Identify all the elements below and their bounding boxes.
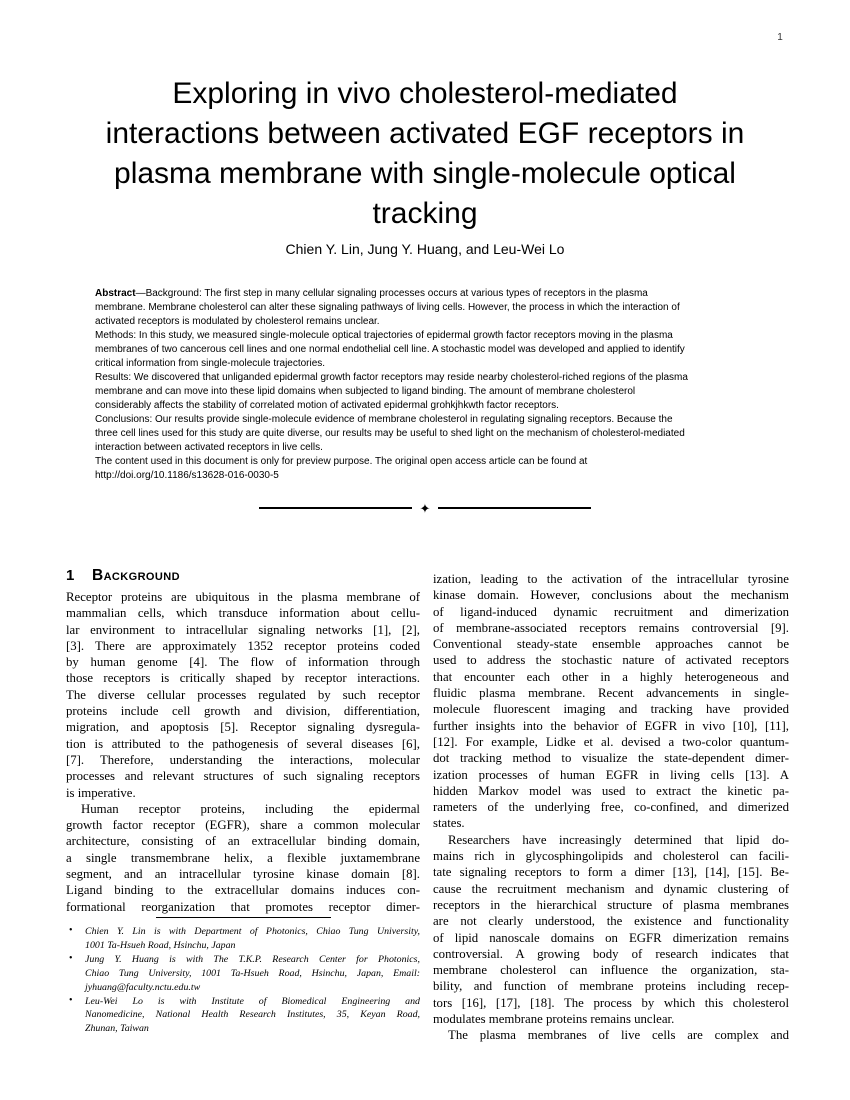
body-line: are not clearly understood, the existence and functionality xyxy=(433,914,789,929)
body-line: tors [16], [17], [18]. The process by which this cholesterol xyxy=(433,995,789,1010)
body-line: by human genome [4]. The flow of information through xyxy=(66,655,420,670)
paragraph xyxy=(433,571,789,832)
body-line: growth factor receptor (EGFR), share a common molecular xyxy=(66,818,420,833)
footnote-line: Chien Y. Lin is with Department of Photonics, Chiao Tung University, xyxy=(85,926,420,937)
body-line: cause the recruitment mechanism and dynamic clustering of xyxy=(433,881,789,896)
footnote-line: Nanomedicine, National Health Research Institutes, 35, Keyan Road, xyxy=(85,1009,420,1021)
body-line: [12]. For example, Lidke et al. devised a two-color quantum- xyxy=(433,734,789,749)
diamond-icon: ✦ xyxy=(419,500,431,516)
body-line: molecule fluorescent imaging and tracking have provided xyxy=(433,702,789,717)
body-line: proteins include cell growth and division, differentiation, xyxy=(66,704,420,719)
body-line: Ligand binding to the extracellular domains induces con- xyxy=(66,883,420,898)
body-line: a single transmembrane helix, a flexible juxtamembrane xyxy=(66,850,420,865)
abstract-block xyxy=(95,287,775,483)
title-line: plasma membrane with single-molecule optical xyxy=(114,157,736,190)
body-line: receptors in the hierarchical structure of plasma membranes xyxy=(433,897,789,912)
right-column xyxy=(433,571,789,1044)
paragraph xyxy=(433,1027,789,1043)
body-line: rameters of the underlying free, co-confined, and dimerized xyxy=(433,800,789,815)
title-line: tracking xyxy=(372,197,478,230)
abstract-line: membranes of two cancerous cell lines and one normal endothelial cell line. A stochastic model was developed and applied to identify xyxy=(95,344,685,355)
body-line: states. xyxy=(433,816,465,831)
body-line: of lipid nanoscale domains on EGFR dimerization remains xyxy=(433,930,789,945)
title-line: interactions between activated EGF receptors in xyxy=(105,117,745,150)
body-line: those receptors is critically shaped by receptor interactions. xyxy=(66,671,420,686)
left-column xyxy=(66,589,420,915)
body-line: tion is attributed to the pathogenesis of several diseases [6], xyxy=(66,736,420,751)
abstract-line: Results: We discovered that unliganded epidermal growth factor receptors may reside nearby cholesterol-riched regions of the plasma xyxy=(95,372,688,383)
paragraph xyxy=(433,832,789,1028)
body-line: Human receptor proteins, including the epidermal xyxy=(81,801,420,816)
body-line: Researchers have increasingly determined that lipid do- xyxy=(448,832,789,847)
divider-line-left xyxy=(259,507,412,508)
paper-title xyxy=(40,74,810,234)
bullet-icon: • xyxy=(69,952,73,964)
abstract-first-line xyxy=(95,287,775,301)
body-line: Conventional steady-state ensemble approaches cannot be xyxy=(433,637,789,652)
body-line: [3]. There are approximately 1352 receptor proteins coded xyxy=(66,638,420,653)
section-number: 1 xyxy=(66,567,75,584)
footnote-line: Jung Y. Huang is with The T.K.P. Research Center for Photonics, xyxy=(85,953,420,965)
abstract-line: http://doi.org/10.1186/s13628-016-0030-5 xyxy=(95,470,279,481)
footnotes-block xyxy=(66,917,420,1036)
body-line: Receptor proteins are ubiquitous in the plasma membrane of xyxy=(66,590,420,604)
paragraph xyxy=(66,589,420,801)
body-line: architecture, consisting of an extracellular binding domain, xyxy=(66,834,420,849)
footnote-list xyxy=(66,925,420,1036)
body-line: hidden Markov model was used to extract the kinetic pa- xyxy=(433,783,789,798)
body-line: formational reorganization that promotes receptor dimer- xyxy=(66,899,420,914)
body-line: tate signaling receptors to form a dimer [13], [14], [15]. Be- xyxy=(433,865,789,880)
abstract-line: interaction between activated receptors in live cells. xyxy=(95,442,323,453)
abstract-line: membrane and can move into these lipid domains when subjected to ligand binding. The amount of membrane cholesterol xyxy=(95,386,636,397)
footnote-item xyxy=(66,953,420,995)
body-line: further insights into the behavior of EGFR in vivo [10], [11], xyxy=(433,718,789,733)
footnote-line: jyhuang@faculty.nctu.edu.tw xyxy=(85,981,201,993)
footnote-rule xyxy=(156,917,331,918)
abstract-label: Abstract xyxy=(95,288,136,299)
title-line: Exploring in vivo cholesterol-mediated xyxy=(172,77,678,110)
abstract-line: three cell lines used for this study are quite diverse, our results may be useful to shed light on the mechanism of cholesterol-mediated xyxy=(95,428,685,439)
abstract-line: membrane. Membrane cholesterol can alter these signaling pathways of living cells. However, the process in which the interaction of xyxy=(95,302,680,313)
footnote-line: Leu-Wei Lo is with Institute of Biomedical Engineering and xyxy=(85,995,420,1007)
abstract-lines xyxy=(95,301,775,483)
authors-line: Chien Y. Lin, Jung Y. Huang, and Leu-Wei Lo xyxy=(285,241,565,257)
body-line: is imperative. xyxy=(66,785,136,800)
body-line: kinase domain. However, conclusions about the mechanism xyxy=(433,588,789,603)
body-line: of ligand-induced dynamic recruitment and dimerization xyxy=(433,604,789,619)
body-line: ization processes of human EGFR in living cells [13]. A xyxy=(433,767,789,782)
body-line: fluidic plasma membrane. Recent advancements in single- xyxy=(433,686,789,701)
body-line: of membrane-associated receptors remains controversial [9]. xyxy=(433,620,789,635)
body-line: dot tracking method to visualize the state-dependent dimer- xyxy=(433,751,789,766)
body-line: mains rich in glycosphingolipids and cholesterol can facili- xyxy=(433,849,789,864)
body-line: that encounter each other in a highly heterogeneous and xyxy=(433,669,789,684)
section-heading xyxy=(66,567,180,585)
abstract-line: activated receptors is modulated by cholesterol remains unclear. xyxy=(95,316,380,327)
abstract-line: Methods: In this study, we measured single-molecule optical trajectories of epidermal growth factor receptors moving in the plasma xyxy=(95,330,673,341)
paragraph xyxy=(66,801,420,915)
abstract-first-text: —Background: The first step in many cellular signaling processes occurs at various types of receptors in the plasma xyxy=(135,288,648,299)
body-line: segment, and an intracellular tyrosine kinase domain [8]. xyxy=(66,867,420,882)
footnote-line: 1001 Ta-Hsueh Road, Hsinchu, Japan xyxy=(85,939,236,951)
body-line: migration, and apoptosis [5]. Receptor signaling dysregula- xyxy=(66,720,420,735)
page-number: 1 xyxy=(777,32,783,43)
abstract-line: considerably affects the stability of correlated motion of activated epidermal grohkjhkwth factor receptors. xyxy=(95,400,559,411)
bullet-icon: • xyxy=(69,925,73,936)
section-title: Background xyxy=(92,567,180,584)
footnote-line: Zhunan, Taiwan xyxy=(85,1023,149,1035)
abstract-line: Conclusions: Our results provide single-molecule evidence of membrane cholesterol in regulating signaling receptors. Because the xyxy=(95,414,673,425)
abstract-line: critical information from single-molecule trajectories. xyxy=(95,358,326,369)
body-line: processes and relevant structures of such signaling receptors xyxy=(66,769,420,784)
body-line: The diverse cellular processes regulated by such receptor xyxy=(66,687,420,702)
body-line: [7]. Therefore, understanding the interactions, molecular xyxy=(66,752,420,767)
bullet-icon: • xyxy=(69,994,73,1006)
body-line: bility, and function of membrane proteins including recep- xyxy=(433,979,789,994)
abstract-line: The content used in this document is only for preview purpose. The original open access article can be found at xyxy=(95,456,588,467)
footnote-item xyxy=(66,995,420,1037)
divider-line-right xyxy=(438,507,591,508)
body-line: mammalian cells, which transduce information about cellu- xyxy=(66,606,420,621)
footnote-line: Chiao Tung University, 1001 Ta-Hsueh Road, Hsinchu, Japan, Email: xyxy=(85,967,420,979)
body-line: lar environment to intracellular signaling networks [1], [2], xyxy=(66,622,420,637)
body-line: The plasma membranes of live cells are complex and xyxy=(448,1028,789,1043)
body-line: modulates membrane proteins remains unclear. xyxy=(433,1012,675,1027)
footnote-item xyxy=(66,925,420,953)
body-line: used to address the stochastic nature of activated receptors xyxy=(433,653,789,668)
body-line: membrane cholesterol can influence the organization, sta- xyxy=(433,963,789,978)
body-line: ization, leading to the activation of the intracellular tyrosine xyxy=(433,572,789,586)
section-divider xyxy=(0,500,850,516)
body-line: controversial. A growing body of research indicates that xyxy=(433,946,789,961)
